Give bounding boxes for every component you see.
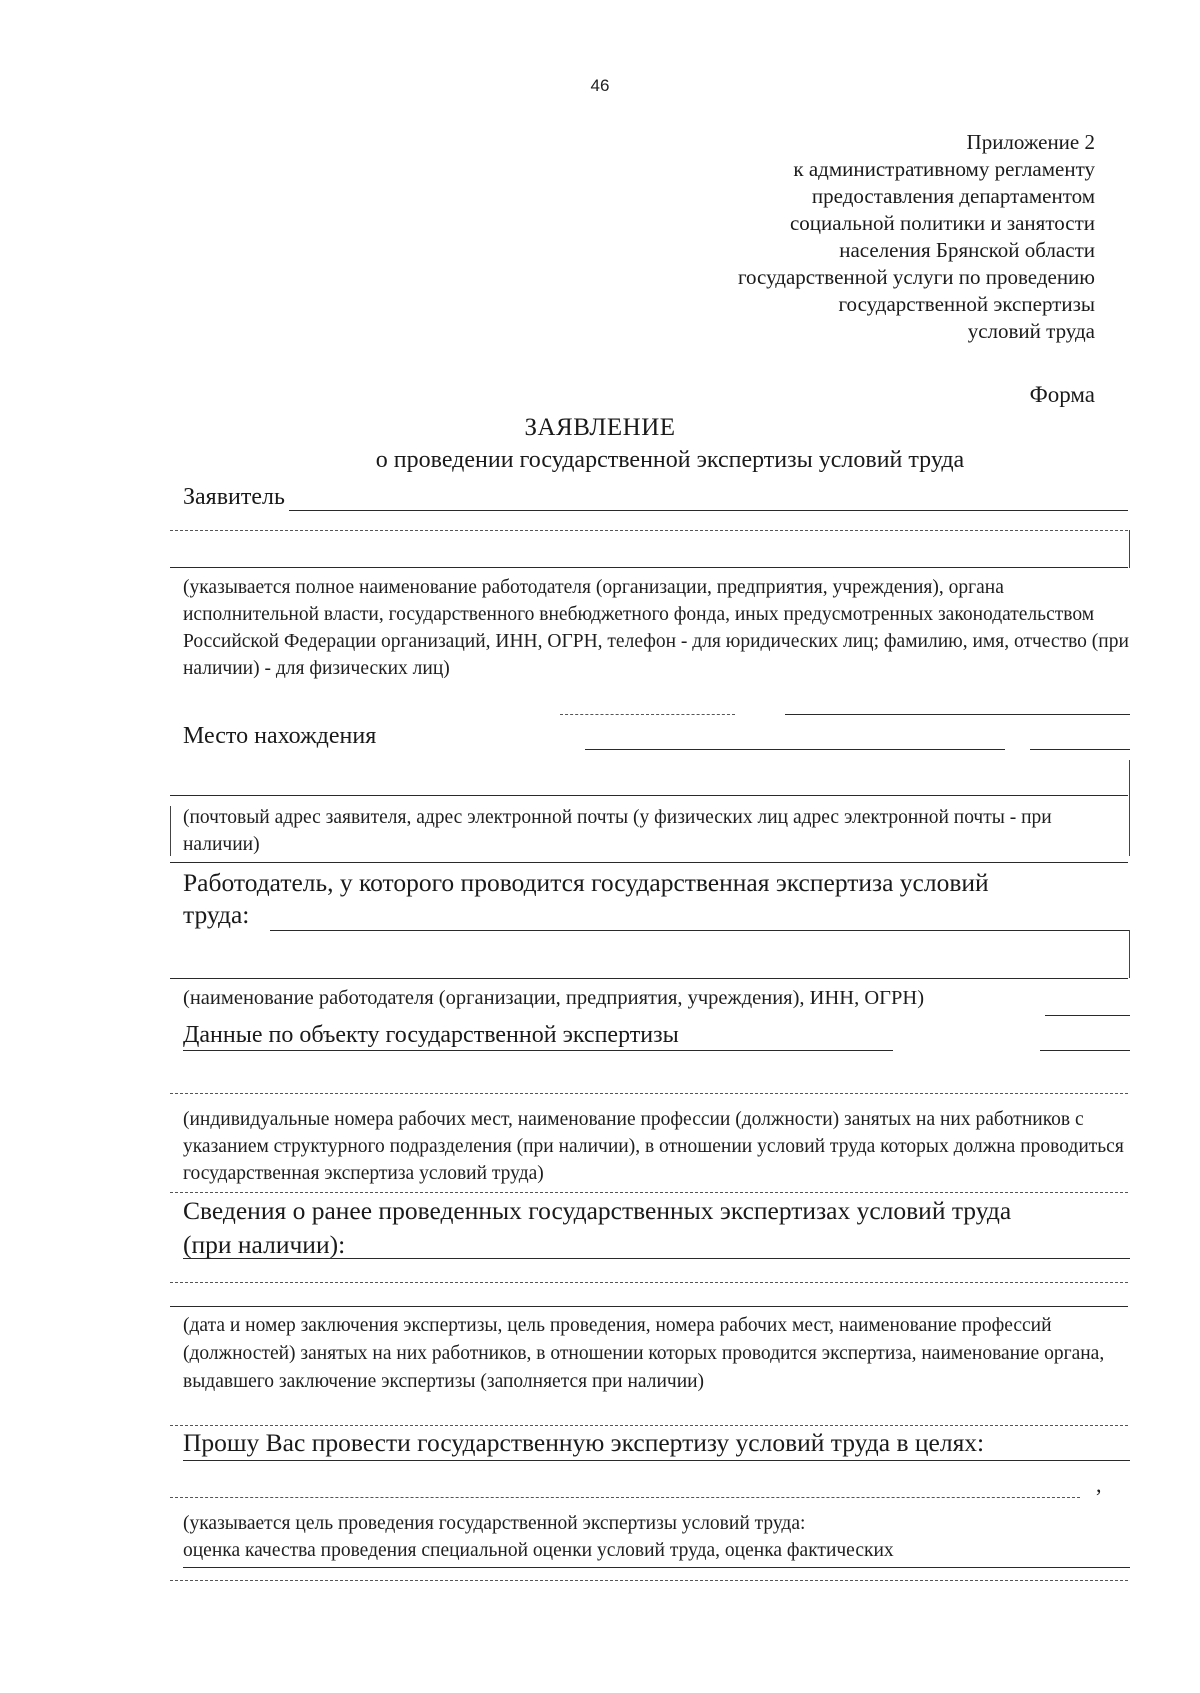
form-rule [1030,749,1130,750]
previous-expertise-label-cont: (при наличии): [183,1230,349,1260]
form-rule [170,530,1128,531]
appendix-line: населения Брянской области [839,238,1095,262]
object-data-label: Данные по объекту государственной экспертизы [183,1022,683,1049]
object-data-hint: (индивидуальные номера рабочих мест, наименование профессии (должности) занятых на них работников с указанием структурного подразделения (при наличии), в отношении условий труда которых должна проводиться государственная экспертиза условий труда) [183,1109,1124,1184]
object-data-input-line[interactable] [170,1093,1128,1094]
form-rule [1040,1050,1130,1051]
form-rule [183,1567,1130,1568]
document-subtitle: о проведении государственной экспертизы условий труда [375,447,965,473]
previous-expertise-hint: (дата и номер заключения экспертизы, цель проведения, номера рабочих мест, наименование профессий (должностей) занятых на них работников, в отношении которых проводится экспертиза, наименование органа, выдавшего заключение экспертизы (заполняется при наличии) [183,1315,1105,1392]
form-rule [785,714,1130,715]
request-label: Прошу Вас провести государственную экспертизу условий труда в целях: [183,1428,988,1458]
appendix-header [575,129,1095,345]
request-input-line[interactable] [170,1497,1080,1498]
request-underline[interactable] [183,1460,1130,1461]
form-rule [170,1580,1128,1581]
applicant-label: Заявитель [183,484,289,511]
previous-expertise-input-line[interactable] [170,1306,1128,1307]
employer-label-cont: труда: [183,900,253,930]
employer-label: Работодатель, у которого проводится государственная экспертиза условий [183,868,993,898]
margin-tick [170,806,171,856]
appendix-line: условий труда [967,319,1095,343]
form-rule [170,1192,1128,1193]
form-rule [170,862,1128,863]
applicant-input-line[interactable] [170,567,1128,568]
object-data-underline[interactable] [183,1050,893,1051]
request-hint: (указывается цель проведения государственной экспертизы условий труда: [183,1513,806,1534]
employer-underline[interactable] [270,930,1130,931]
previous-expertise-underline[interactable] [183,1258,1130,1259]
appendix-line: Приложение 2 [966,130,1095,154]
location-input-line[interactable] [170,795,1128,796]
location-hint: (почтовый адрес заявителя, адрес электронной почты (у физических лиц адрес электронной почты - при наличии) [183,807,1052,855]
form-label: Форма [1029,382,1095,407]
appendix-line: государственной услуги по проведению [737,265,1095,289]
location-label: Место нахождения [183,723,380,750]
employer-hint: (наименование работодателя (организации, предприятия, учреждения), ИНН, ОГРН) [183,987,925,1009]
margin-tick [1129,530,1130,568]
location-underline[interactable] [585,749,1005,750]
form-rule [1045,1015,1130,1016]
document-title: ЗАЯВЛЕНИЕ [524,414,676,441]
request-comma: , [1096,1472,1102,1497]
form-rule [170,1282,1128,1283]
appendix-line: предоставления департаментом [811,184,1095,208]
appendix-line: к административному регламенту [793,157,1095,181]
appendix-line: социальной политики и занятости [789,211,1095,235]
previous-expertise-label: Сведения о ранее проведенных государственных экспертизах условий труда [183,1196,1015,1226]
appendix-line: государственной экспертизы [838,292,1095,316]
applicant-underline[interactable] [183,510,1128,511]
applicant-hint: (указывается полное наименование работодателя (организации, предприятия, учреждения), органа исполнительной власти, государственного внебюджетного фонда, иных предусмотренных законодательством Российской Федерации организаций, ИНН, ОГРН, телефон - для юридических лиц; фамилию, имя, отчество (при наличии) - для физических лиц) [183,577,1129,679]
employer-input-line[interactable] [170,978,1128,979]
form-rule [170,1425,1128,1426]
form-rule [560,714,735,715]
page-number: 46 [590,76,610,95]
request-hint-cont: оценка качества проведения специальной оценки условий труда, оценка фактических [183,1540,894,1561]
margin-tick [1129,930,1130,978]
